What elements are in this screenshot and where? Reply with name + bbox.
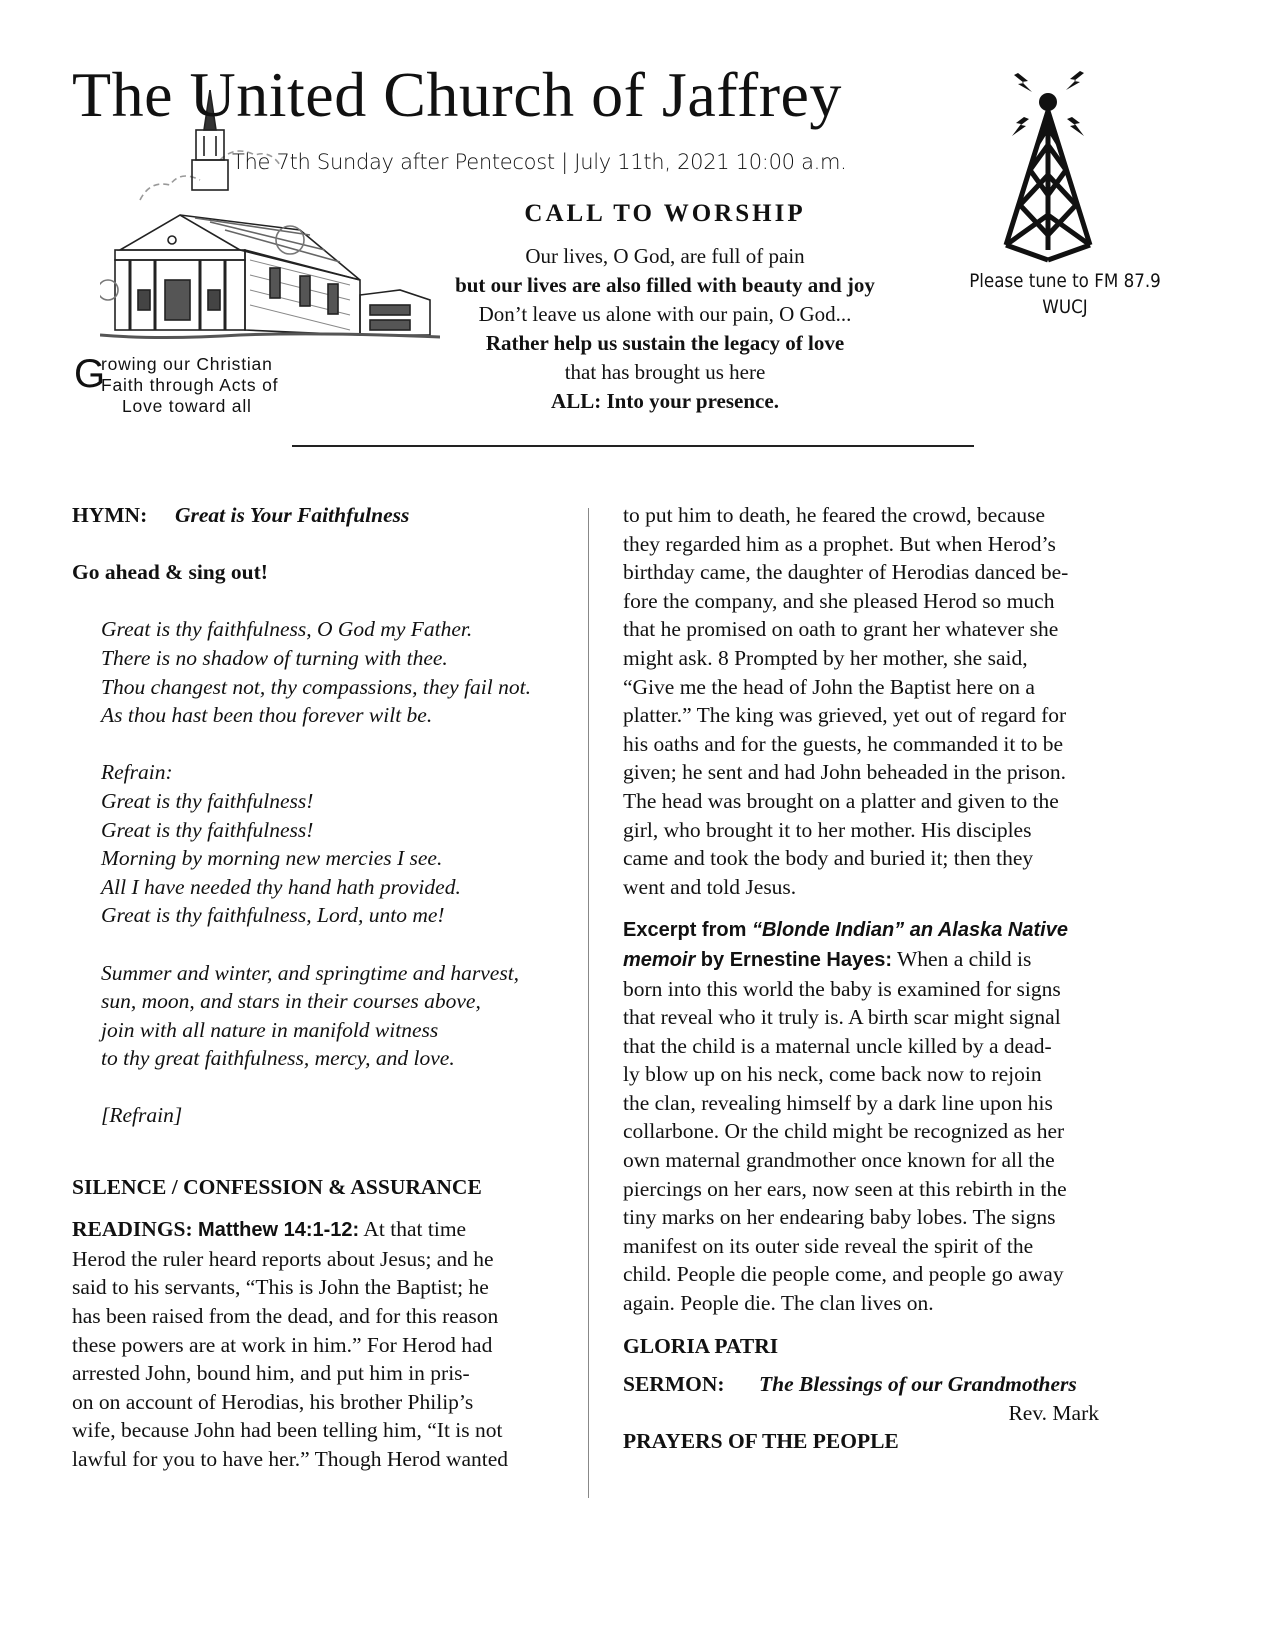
excerpt-author: by Ernestine Hayes: <box>695 948 892 971</box>
reading-line: went and told Jesus. <box>623 874 797 899</box>
reading-line: wife, because John had been telling him, “It is not <box>72 1418 503 1443</box>
lyric-line: Great is thy faithfulness, O God my Father. <box>101 617 473 642</box>
lyric-line: sun, moon, and stars in their courses above, <box>101 989 481 1014</box>
reading-line: has been raised from the dead, and for this reason <box>72 1304 499 1329</box>
hymn-heading <box>72 501 572 530</box>
excerpt-line: When a child is <box>892 946 1032 971</box>
reading-line: platter.” The king was grieved, yet out of regard for <box>623 703 1067 728</box>
excerpt-line: that the child is a maternal uncle killed by a dead- <box>623 1033 1052 1058</box>
radio-tower-icon <box>1000 65 1120 265</box>
reading-line: they regarded him as a prophet. But when Herod’s <box>623 531 1056 556</box>
sermon-heading <box>623 1370 1133 1399</box>
excerpt-line: again. People die. The clan lives on. <box>623 1291 934 1316</box>
lyric-line: All I have needed thy hand hath provided. <box>101 874 461 899</box>
lyric-line: join with all nature in manifold witness <box>101 1017 439 1042</box>
reading-line: The head was brought on a platter and given to the <box>623 788 1059 813</box>
reading-line: “Give me the head of John the Baptist here on a <box>623 674 1035 699</box>
reading-line: on on account of Herodias, his brother Philip’s <box>72 1389 474 1414</box>
hymn-verse-2 <box>72 959 572 1073</box>
lyric-line: Great is thy faithfulness! <box>101 788 314 813</box>
excerpt-line: the clan, revealing himself by a dark line upon his <box>623 1090 1053 1115</box>
excerpt-line: born into this world the baby is examined for signs <box>623 976 1061 1001</box>
hymn-label: HYMN: <box>72 503 148 527</box>
readings-reference: Matthew 14:1-12: <box>198 1219 360 1242</box>
sermon-preacher: Rev. Mark <box>1008 1400 1099 1425</box>
reading-line: Herod the ruler heard reports about Jesus; and he <box>72 1246 494 1271</box>
header-divider <box>292 445 974 447</box>
lyric-line: to thy great faithfulness, mercy, and love. <box>101 1046 455 1071</box>
excerpt-line: own maternal grandmother once known for all the <box>623 1148 1055 1173</box>
prayers-heading: PRAYERS OF THE PEOPLE <box>623 1429 899 1454</box>
excerpt-line: ly blow up on his neck, come back now to rejoin <box>623 1062 1042 1087</box>
reading-line: said to his servants, “This is John the Baptist; he <box>72 1275 489 1300</box>
excerpt-line: manifest on its outer side reveal the spirit of the <box>623 1233 1034 1258</box>
reading-line: birthday came, the daughter of Herodias danced be- <box>623 560 1069 585</box>
radio-callsign: WUCJ <box>1042 296 1088 318</box>
motto-line: rowing our Christian <box>101 354 273 374</box>
sermon-label: SERMON: <box>623 1372 725 1397</box>
hymn-refrain <box>72 758 572 930</box>
reading-line: arrested John, bound him, and put him in pris- <box>72 1361 470 1386</box>
excerpt-line: that reveal who it truly is. A birth scar might signal <box>623 1005 1061 1030</box>
page-title: The United Church of Jaffrey <box>72 59 842 130</box>
sermon-title: The Blessings of our Grandmothers <box>759 1372 1077 1397</box>
call-to-worship-line: Rather help us sustain the legacy of love <box>485 331 845 355</box>
gloria-patri-heading: GLORIA PATRI <box>623 1333 779 1358</box>
reading-line: At that time <box>363 1217 467 1242</box>
silence-heading: SILENCE / CONFESSION & ASSURANCE <box>72 1174 482 1199</box>
reading-line: fore the company, and she pleased Herod so much <box>623 588 1055 613</box>
lyric-line: There is no shadow of turning with thee. <box>101 645 448 670</box>
call-to-worship-line: but our lives are also filled with beauty and joy <box>455 273 875 297</box>
reading-line: came and took the body and buried it; then they <box>623 846 1034 871</box>
motto-line: Faith through Acts of <box>101 375 279 395</box>
reading-line: that he promised on oath to grant her whatever she <box>623 617 1059 642</box>
reading-line: might ask. 8 Prompted by her mother, she said, <box>623 645 1028 670</box>
reading-line: lawful for you to have her.” Though Herod wanted <box>72 1447 509 1471</box>
readings-label: READINGS: <box>72 1217 193 1242</box>
excerpt-label: Excerpt from <box>623 919 752 942</box>
excerpt-line: tiny marks on her endearing baby lobes. The signs <box>623 1205 1056 1230</box>
excerpt-line: collarbone. Or the child might be recognized as her <box>623 1119 1065 1144</box>
left-column <box>72 501 572 1474</box>
call-to-worship-title: CALL TO WORSHIP <box>524 200 806 227</box>
lyric-line: Thou changest not, thy compassions, they fail not. <box>101 674 531 699</box>
refrain-marker: [Refrain] <box>101 1103 183 1128</box>
reading-line: these powers are at work in him.” For Herod had <box>72 1332 493 1357</box>
church-motto <box>74 354 334 417</box>
lyric-line: Great is thy faithfulness! <box>101 817 314 842</box>
reading-line: girl, who brought it to her mother. His disciples <box>623 817 1032 842</box>
call-to-worship-line: Our lives, O God, are full of pain <box>525 244 805 268</box>
call-to-worship-line: Don’t leave us alone with our pain, O God... <box>478 302 852 326</box>
motto-line: Love toward all <box>122 396 252 416</box>
call-to-worship-text <box>420 242 910 416</box>
motto-initial: G <box>74 352 106 396</box>
lyric-line: As thou hast been thou forever wilt be. <box>101 703 433 728</box>
radio-station-notice <box>937 268 1192 320</box>
readings-continued <box>623 501 1133 901</box>
column-divider <box>588 508 589 1498</box>
hymn-verse-1 <box>72 615 572 729</box>
lyric-line: Great is thy faithfulness, Lord, unto me! <box>101 903 445 928</box>
readings-section <box>72 1215 572 1473</box>
reading-line: given; he sent and had John beheaded in the prison. <box>623 760 1067 785</box>
service-date-subtitle: The 7th Sunday after Pentecost | July 11th, 2021 10:00 a.m. <box>232 150 847 174</box>
lyric-line: Summer and winter, and springtime and harvest, <box>101 960 520 985</box>
radio-frequency: Please tune to FM 87.9 <box>969 270 1161 292</box>
excerpt-line: child. People die people come, and people go away <box>623 1262 1064 1287</box>
lyric-line: Morning by morning new mercies I see. <box>101 846 443 871</box>
hymn-intro: Go ahead & sing out! <box>72 560 268 585</box>
reading-line: his oaths and for the guests, he commanded it to be <box>623 731 1064 756</box>
call-to-worship-line: ALL: Into your presence. <box>551 389 779 413</box>
reading-line: to put him to death, he feared the crowd, because <box>623 503 1046 527</box>
call-to-worship-line: that has brought us here <box>564 360 766 384</box>
excerpt-line: piercings on her ears, now seen at this rebirth in the <box>623 1176 1067 1201</box>
excerpt-book-title-cont: memoir <box>623 948 696 971</box>
excerpt-book-title: “Blonde Indian” an Alaska Native <box>751 919 1068 942</box>
hymn-title: Great is Your Faithfulness <box>175 503 410 527</box>
lyric-line: Refrain: <box>101 760 173 785</box>
right-column <box>623 501 1133 1456</box>
excerpt-section <box>623 915 1133 1317</box>
